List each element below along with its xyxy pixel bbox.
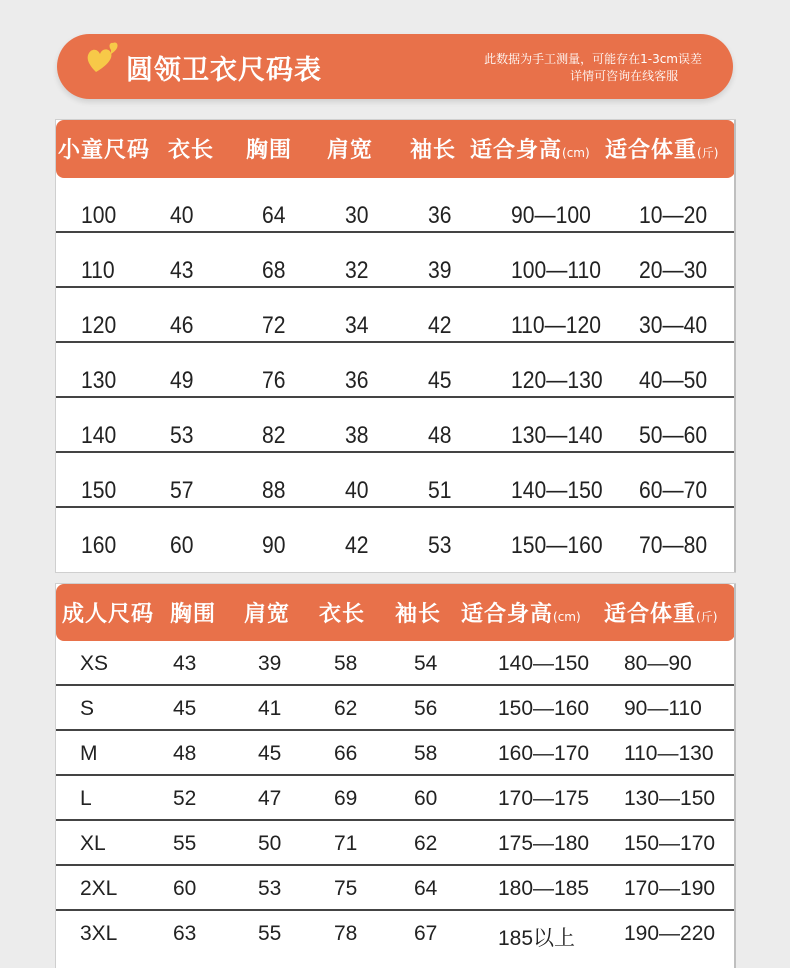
header-cell: 袖长: [395, 602, 442, 627]
header-cell: 肩宽: [244, 602, 291, 627]
table-cell: 71: [334, 832, 358, 855]
page-title: 圆领卫衣尺码表: [126, 55, 322, 86]
table-cell: 51: [428, 477, 452, 504]
table-cell: 170—190: [624, 877, 716, 900]
table-row: [56, 508, 735, 560]
header-cell: 袖长: [410, 138, 457, 163]
table-cell: 120—130: [511, 367, 603, 394]
table-cell: 40—50: [639, 367, 708, 394]
table-cell: 42: [428, 312, 452, 339]
table-cell: 54: [414, 652, 438, 675]
table-cell: 43: [170, 257, 194, 284]
table-cell: 48: [173, 742, 197, 765]
table-cell: 170—175: [498, 787, 590, 810]
table-cell: 42: [345, 532, 369, 559]
table-row: [56, 911, 735, 951]
header-cell: 适合体重(斤): [605, 138, 719, 163]
table-cell: 20—30: [639, 257, 708, 284]
table-cell: 56: [414, 697, 438, 720]
table-row: [56, 343, 735, 398]
table-cell: 36: [345, 367, 369, 394]
header-cell: 衣长: [168, 138, 215, 163]
table-cell: 66: [334, 742, 358, 765]
table-cell: 40: [170, 202, 194, 229]
table-cell: 62: [414, 832, 438, 855]
header-cell: 肩宽: [327, 138, 374, 163]
table-cell: 150—170: [624, 832, 716, 855]
table-cell: 52: [173, 787, 197, 810]
table-cell: 49: [170, 367, 194, 394]
table-cell: 78: [334, 922, 358, 945]
table-cell: 75: [334, 877, 358, 900]
table-cell: 30: [345, 202, 369, 229]
table-cell: 43: [173, 652, 197, 675]
table-cell: 130: [81, 367, 117, 394]
table-cell: 130—150: [624, 787, 716, 810]
table-cell: 110—120: [511, 312, 602, 339]
table-cell: 100: [81, 202, 117, 229]
table-edge: [734, 120, 736, 572]
table-row: [56, 776, 735, 821]
table-cell: 45: [428, 367, 452, 394]
table-cell: 50—60: [639, 422, 708, 449]
table-row: [56, 731, 735, 776]
table-cell: 67: [414, 922, 438, 945]
table-cell: 45: [258, 742, 282, 765]
header-cell: 适合身高(cm): [461, 602, 581, 627]
table-cell: 64: [414, 877, 438, 900]
table-cell: 60—70: [639, 477, 708, 504]
table-cell: XS: [80, 652, 109, 675]
adult-table-header: [56, 584, 735, 641]
table-cell: 47: [258, 787, 282, 810]
table-cell: 48: [428, 422, 452, 449]
table-cell: 32: [345, 257, 369, 284]
table-cell: 60: [414, 787, 438, 810]
table-cell: 180—185: [498, 877, 590, 900]
heart-icon: [86, 42, 120, 74]
table-cell: 53: [258, 877, 282, 900]
table-cell: 140—150: [511, 477, 603, 504]
child-table-header: [56, 120, 735, 178]
table-cell: 36: [428, 202, 452, 229]
table-cell: 160—170: [498, 742, 590, 765]
table-cell: 3XL: [80, 922, 118, 945]
table-cell: 39: [428, 257, 452, 284]
adult-size-table: [56, 584, 735, 968]
table-cell: 90—110: [624, 697, 702, 720]
table-cell: 53: [170, 422, 194, 449]
table-cell: 53: [428, 532, 452, 559]
table-row: [56, 398, 735, 453]
header-cell: 衣长: [319, 602, 366, 627]
table-cell: 110—130: [624, 742, 714, 765]
table-cell: 39: [258, 652, 282, 675]
table-cell: L: [80, 787, 92, 810]
table-cell: 70—80: [639, 532, 708, 559]
child-size-table: [56, 120, 735, 572]
table-cell: 68: [262, 257, 286, 284]
table-cell: 58: [414, 742, 438, 765]
table-cell: 46: [170, 312, 194, 339]
table-cell: S: [80, 697, 95, 720]
table-cell: M: [80, 742, 98, 765]
table-cell: 45: [173, 697, 197, 720]
table-cell: 72: [262, 312, 286, 339]
table-cell: 41: [258, 697, 282, 720]
measurement-note: [484, 51, 702, 85]
table-cell: 60: [173, 877, 197, 900]
table-cell: 88: [262, 477, 286, 504]
table-edge: [734, 584, 736, 968]
table-cell: 80—90: [624, 652, 692, 675]
table-row: [56, 641, 735, 686]
table-row: [56, 453, 735, 508]
table-cell: 76: [262, 367, 286, 394]
table-row: [56, 686, 735, 731]
table-cell: 140: [81, 422, 117, 449]
table-cell: 62: [334, 697, 358, 720]
table-row: [56, 233, 735, 288]
note-line-1: 此数据为手工测量，可能存在1-3cm误差: [484, 52, 702, 66]
table-cell: 10—20: [639, 202, 708, 229]
table-cell: 150—160: [511, 532, 603, 559]
table-cell: 34: [345, 312, 369, 339]
table-cell: 175—180: [498, 832, 590, 855]
table-cell: 110: [81, 257, 115, 284]
table-cell: 160: [81, 532, 117, 559]
header-cell: 胸围: [170, 602, 217, 627]
table-cell: 30—40: [639, 312, 708, 339]
table-cell: 50: [258, 832, 282, 855]
table-cell: 150—160: [498, 697, 590, 720]
table-cell: XL: [80, 832, 106, 855]
table-cell: 120: [81, 312, 117, 339]
table-cell: 190—220: [624, 922, 716, 945]
table-cell: 38: [345, 422, 369, 449]
header-cell: 胸围: [246, 138, 293, 163]
table-cell: 185以上: [498, 927, 576, 950]
table-row: [56, 178, 735, 233]
table-cell: 55: [173, 832, 197, 855]
table-cell: 64: [262, 202, 286, 229]
table-cell: 140—150: [498, 652, 590, 675]
header-cell: 适合体重(斤): [604, 602, 718, 627]
table-row: [56, 866, 735, 911]
note-line-2: 详情可咨询在线客服: [570, 69, 679, 83]
table-cell: 69: [334, 787, 358, 810]
table-row: [56, 821, 735, 866]
header-cell: 小童尺码: [58, 138, 151, 163]
table-cell: 150: [81, 477, 117, 504]
table-cell: 57: [170, 477, 194, 504]
table-cell: 63: [173, 922, 197, 945]
table-row: [56, 288, 735, 343]
table-cell: 55: [258, 922, 282, 945]
table-cell: 100—110: [511, 257, 602, 284]
table-cell: 40: [345, 477, 369, 504]
table-cell: 60: [170, 532, 194, 559]
table-cell: 90—100: [511, 202, 591, 229]
table-cell: 130—140: [511, 422, 603, 449]
table-cell: 2XL: [80, 877, 118, 900]
table-cell: 58: [334, 652, 358, 675]
table-cell: 90: [262, 532, 286, 559]
header-cell: 成人尺码: [62, 602, 155, 627]
table-cell: 82: [262, 422, 286, 449]
header-cell: 适合身高(cm): [470, 138, 590, 163]
